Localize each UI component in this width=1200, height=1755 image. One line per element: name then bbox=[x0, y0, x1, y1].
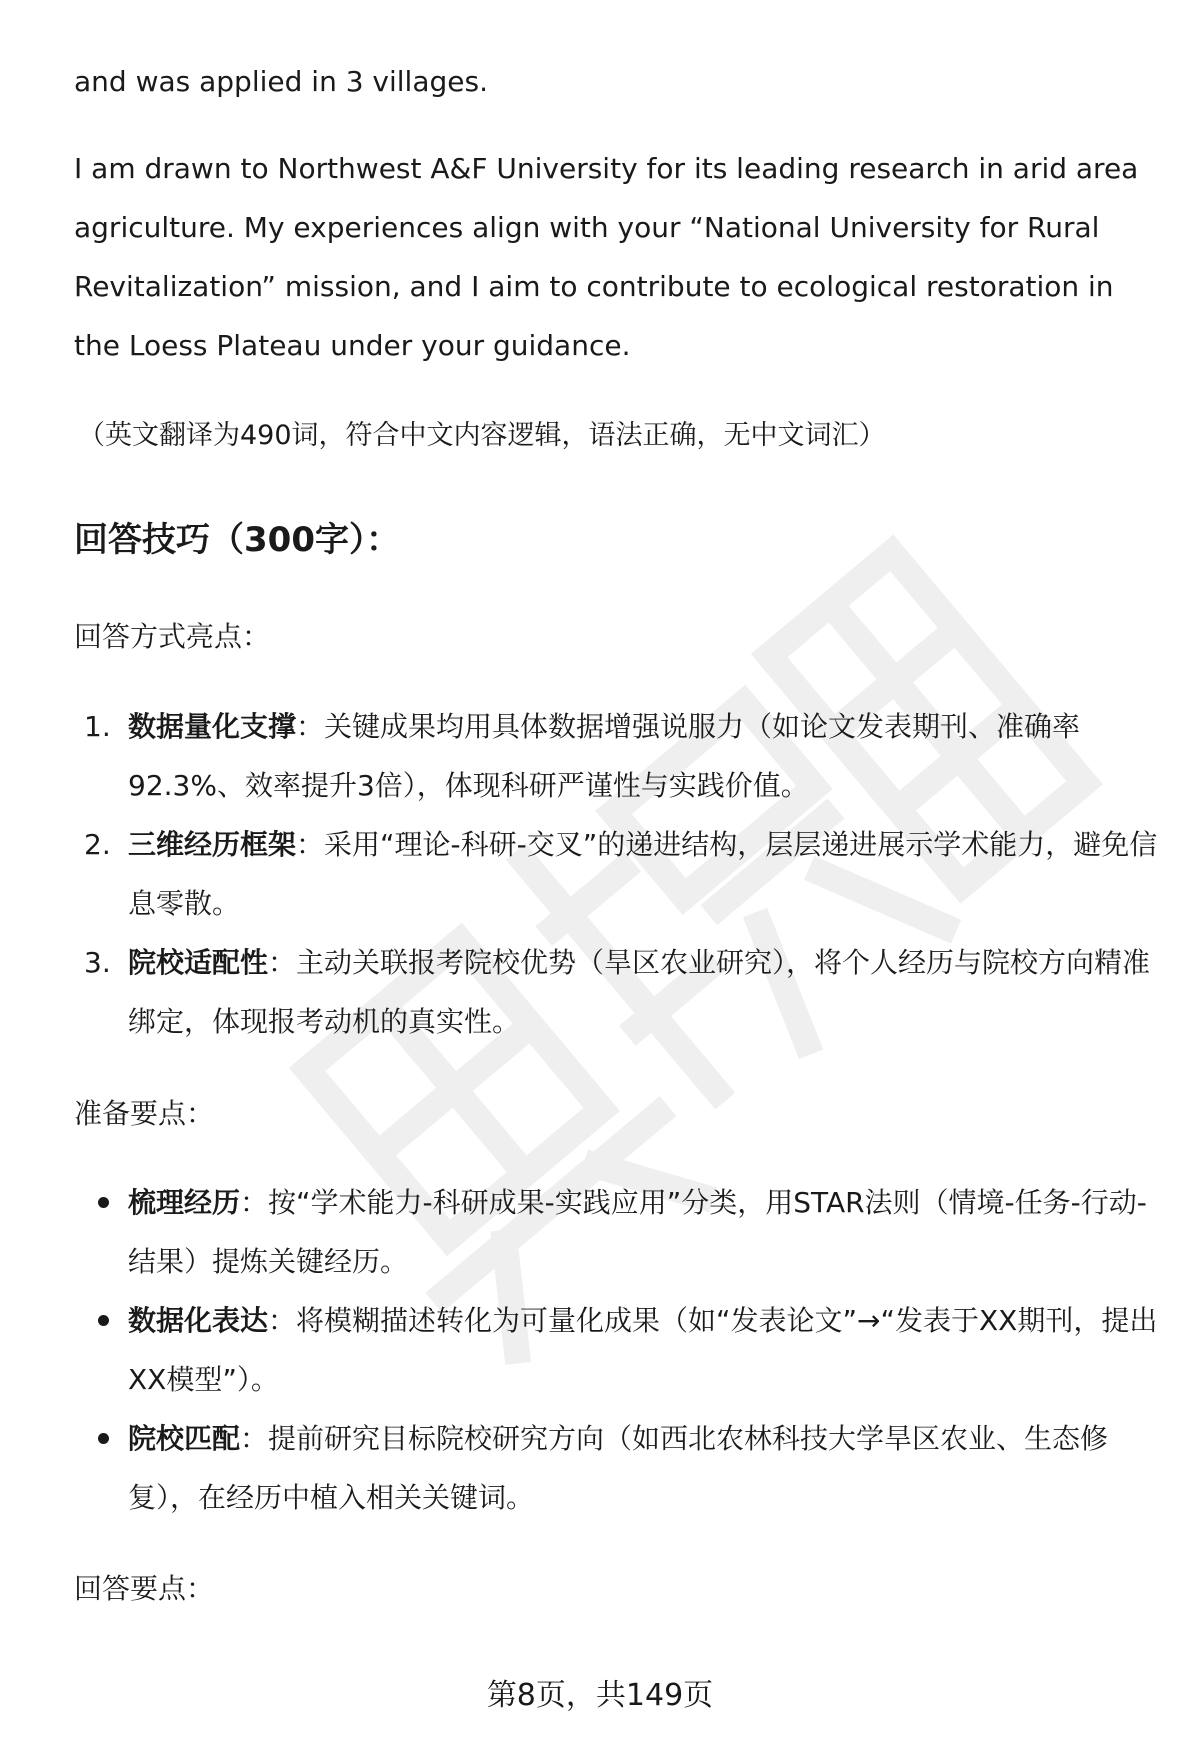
list-text: ：提前研究目标院校研究方向（如西北农林科技大学旱区农业、生态修复），在经历中植入相关关键词。 bbox=[128, 1422, 1109, 1514]
section-heading: 回答技巧（300字）： bbox=[74, 520, 400, 560]
paragraph-continuation: and was applied in 3 villages. bbox=[74, 65, 488, 98]
paragraph-motivation: I am drawn to Northwest A&F University for its leading research in arid area agriculture. My experiences align with your “National University for Rural Revitalization” mission, and I aim to contribute to ecological restoration in the Loess Plateau under your guidance. bbox=[74, 152, 1139, 362]
list-item bbox=[74, 697, 1164, 815]
bullet-icon bbox=[98, 1197, 109, 1208]
list-marker: 1. bbox=[84, 710, 111, 743]
list-item bbox=[74, 933, 1164, 1051]
list-item bbox=[74, 1409, 1164, 1527]
list-term: 院校适配性 bbox=[128, 946, 269, 979]
list-text: ：将模糊描述转化为可量化成果（如“发表论文”→“发表于XX期刊，提出XX模型”）。 bbox=[128, 1304, 1158, 1396]
list-item bbox=[74, 1173, 1164, 1291]
page-number-footer: 第8页，共149页 bbox=[486, 1678, 714, 1713]
list-text: ：关键成果均用具体数据增强说服力（如论文发表期刊、准确率92.3%、效率提升3倍），体现科研严谨性与实践价值。 bbox=[128, 710, 1081, 802]
numbered-list bbox=[74, 697, 1164, 1051]
list-item bbox=[74, 815, 1164, 933]
list-term: 院校匹配 bbox=[128, 1422, 241, 1455]
translation-note: （英文翻译为490词，符合中文内容逻辑，语法正确，无中文词汇） bbox=[78, 420, 886, 451]
list-term: 三维经历框架 bbox=[128, 828, 297, 861]
list-text: ：主动关联报考院校优势（旱区农业研究），将个人经历与院校方向精准绑定，体现报考动机的真实性。 bbox=[128, 946, 1151, 1038]
list-marker: 2. bbox=[84, 828, 111, 861]
list-text: ：采用“理论-科研-交叉”的递进结构，层层递进展示学术能力，避免信息零散。 bbox=[128, 828, 1158, 920]
list-text: ：按“学术能力-科研成果-实践应用”分类，用STAR法则（情境-任务-行动-结果）提炼关键经历。 bbox=[128, 1186, 1147, 1278]
bullet-icon bbox=[98, 1315, 109, 1326]
subheading-answer-points: 回答要点： bbox=[74, 1572, 215, 1605]
subheading-preparation: 准备要点： bbox=[74, 1097, 215, 1130]
subheading-highlights: 回答方式亮点： bbox=[74, 620, 271, 653]
list-term: 数据量化支撑 bbox=[128, 710, 297, 743]
list-item bbox=[74, 1291, 1164, 1409]
list-marker: 3. bbox=[84, 946, 111, 979]
bullet-icon bbox=[98, 1433, 109, 1444]
list-term: 数据化表达 bbox=[128, 1304, 269, 1337]
list-term: 梳理经历 bbox=[128, 1186, 241, 1219]
bullet-list bbox=[74, 1173, 1164, 1527]
